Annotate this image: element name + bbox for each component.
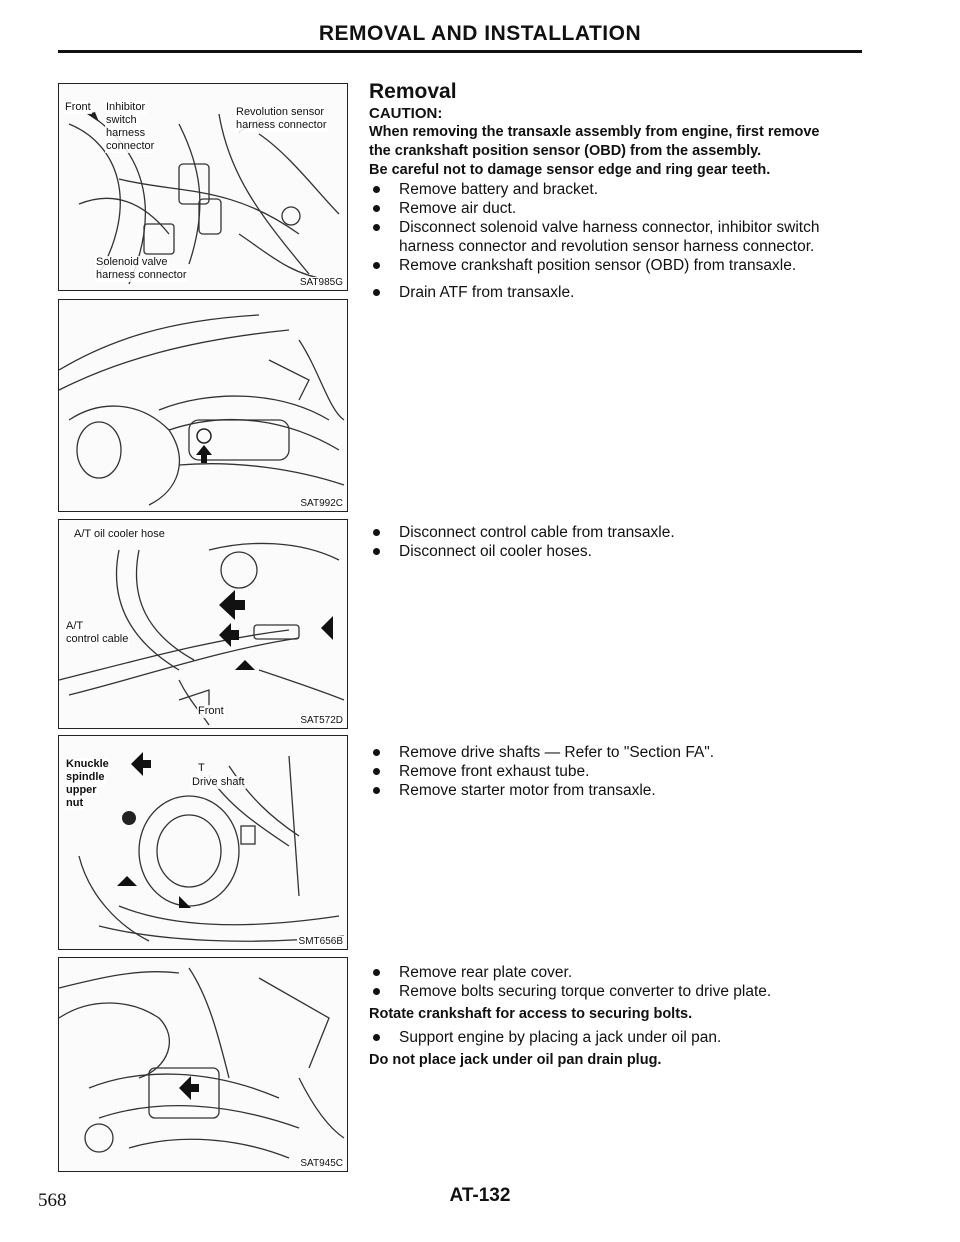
fig4-label-spindle: spindle [66, 771, 105, 783]
fig3-label-cooler-hose: A/T oil cooler hose [74, 528, 165, 540]
control-cable-drawing [59, 520, 347, 728]
fig4-label-knuckle: Knuckle [66, 758, 109, 770]
jack-bullets [369, 1028, 844, 1047]
list-item: Disconnect solenoid valve harness connector, inhibitor switch harness connector and revolution sensor harness connector. [369, 218, 844, 256]
fig3-label-at: A/T [66, 620, 84, 632]
bolt-arrow-icon [179, 1076, 199, 1100]
page-code: AT-132 [449, 1185, 511, 1206]
fig1-label-switch: switch [106, 114, 137, 126]
list-item: Remove air duct. [369, 199, 844, 218]
drain-bullets [369, 283, 844, 302]
list-item: Remove starter motor from transaxle. [369, 781, 844, 800]
list-item: Support engine by placing a jack under oil pan. [369, 1028, 844, 1047]
list-item: Remove battery and bracket. [369, 180, 844, 199]
control-cable-bullets [369, 523, 844, 561]
jack-warning: Do not place jack under oil pan drain plug. [369, 1052, 662, 1068]
caution-label: CAUTION: [369, 105, 443, 122]
transaxle-underside-drawing [59, 300, 347, 511]
list-item: Disconnect control cable from transaxle. [369, 523, 844, 542]
caution-text: When removing the transaxle assembly from engine, first remove the crankshaft position sensor (OBD) from the assembly. [369, 124, 820, 159]
page-number: 568 [38, 1190, 67, 1211]
fig1-label-sol-harness: harness connector [96, 269, 187, 281]
fig4-label-t: T [198, 762, 205, 774]
fig1-label-rev-harness: harness connector [236, 119, 327, 131]
fig4-code: SMT656B [298, 936, 343, 947]
fig1-label-harness: harness [106, 127, 146, 139]
fig1-code: SAT985G [299, 277, 343, 288]
drive-plate-drawing [59, 958, 347, 1171]
fig4-label-drive-shaft: Drive shaft [192, 776, 245, 788]
fig3-code: SAT572D [300, 715, 343, 726]
figure-control-cable [58, 519, 348, 729]
fig3-label-control-cable: control cable [66, 633, 129, 645]
list-item: Remove drive shafts — Refer to "Section FA". [369, 743, 844, 762]
nut-arrow-icon [131, 752, 151, 776]
fig1-label-front: Front [65, 101, 91, 113]
list-item: Disconnect oil cooler hoses. [369, 542, 844, 561]
fig1-label-inhibitor: Inhibitor [106, 101, 146, 113]
caution-text-2: Be careful not to damage sensor edge and ring gear teeth. [369, 162, 771, 178]
list-item: Drain ATF from transaxle. [369, 283, 844, 302]
removal-bullets [369, 180, 844, 275]
control-cable-section [369, 523, 844, 561]
cable-arrow-icon [219, 590, 245, 620]
removal-heading: Removal [369, 80, 457, 103]
fig3-label-front: Front [198, 705, 224, 717]
fig4-label-nut: nut [66, 797, 84, 809]
header-rule [58, 50, 862, 53]
list-item: Remove crankshaft position sensor (OBD) from transaxle. [369, 256, 844, 275]
rotate-note: Rotate crankshaft for access to securing bolts. [369, 1006, 693, 1022]
list-item: Remove bolts securing torque converter to drive plate. [369, 982, 844, 1001]
fig5-code: SAT945C [300, 1158, 343, 1169]
fig4-label-upper: upper [66, 784, 97, 796]
figure-harness-connectors [58, 83, 348, 291]
fig1-label-connector: connector [106, 140, 155, 152]
removal-section [369, 80, 844, 302]
fig2-code: SAT992C [300, 498, 343, 509]
drive-plate-bullets [369, 963, 844, 1001]
page-title: REMOVAL AND INSTALLATION [318, 22, 642, 45]
drive-shaft-section [369, 743, 844, 800]
drive-shaft-bullets [369, 743, 844, 800]
figure-drain-atf [58, 299, 348, 512]
drive-plate-section [369, 963, 844, 1070]
fig1-label-solenoid: Solenoid valve [96, 256, 168, 268]
figure-drive-shaft [58, 735, 348, 950]
fig1-label-revolution: Revolution sensor [236, 106, 325, 118]
list-item: Remove rear plate cover. [369, 963, 844, 982]
figure-drive-plate [58, 957, 348, 1172]
list-item: Remove front exhaust tube. [369, 762, 844, 781]
